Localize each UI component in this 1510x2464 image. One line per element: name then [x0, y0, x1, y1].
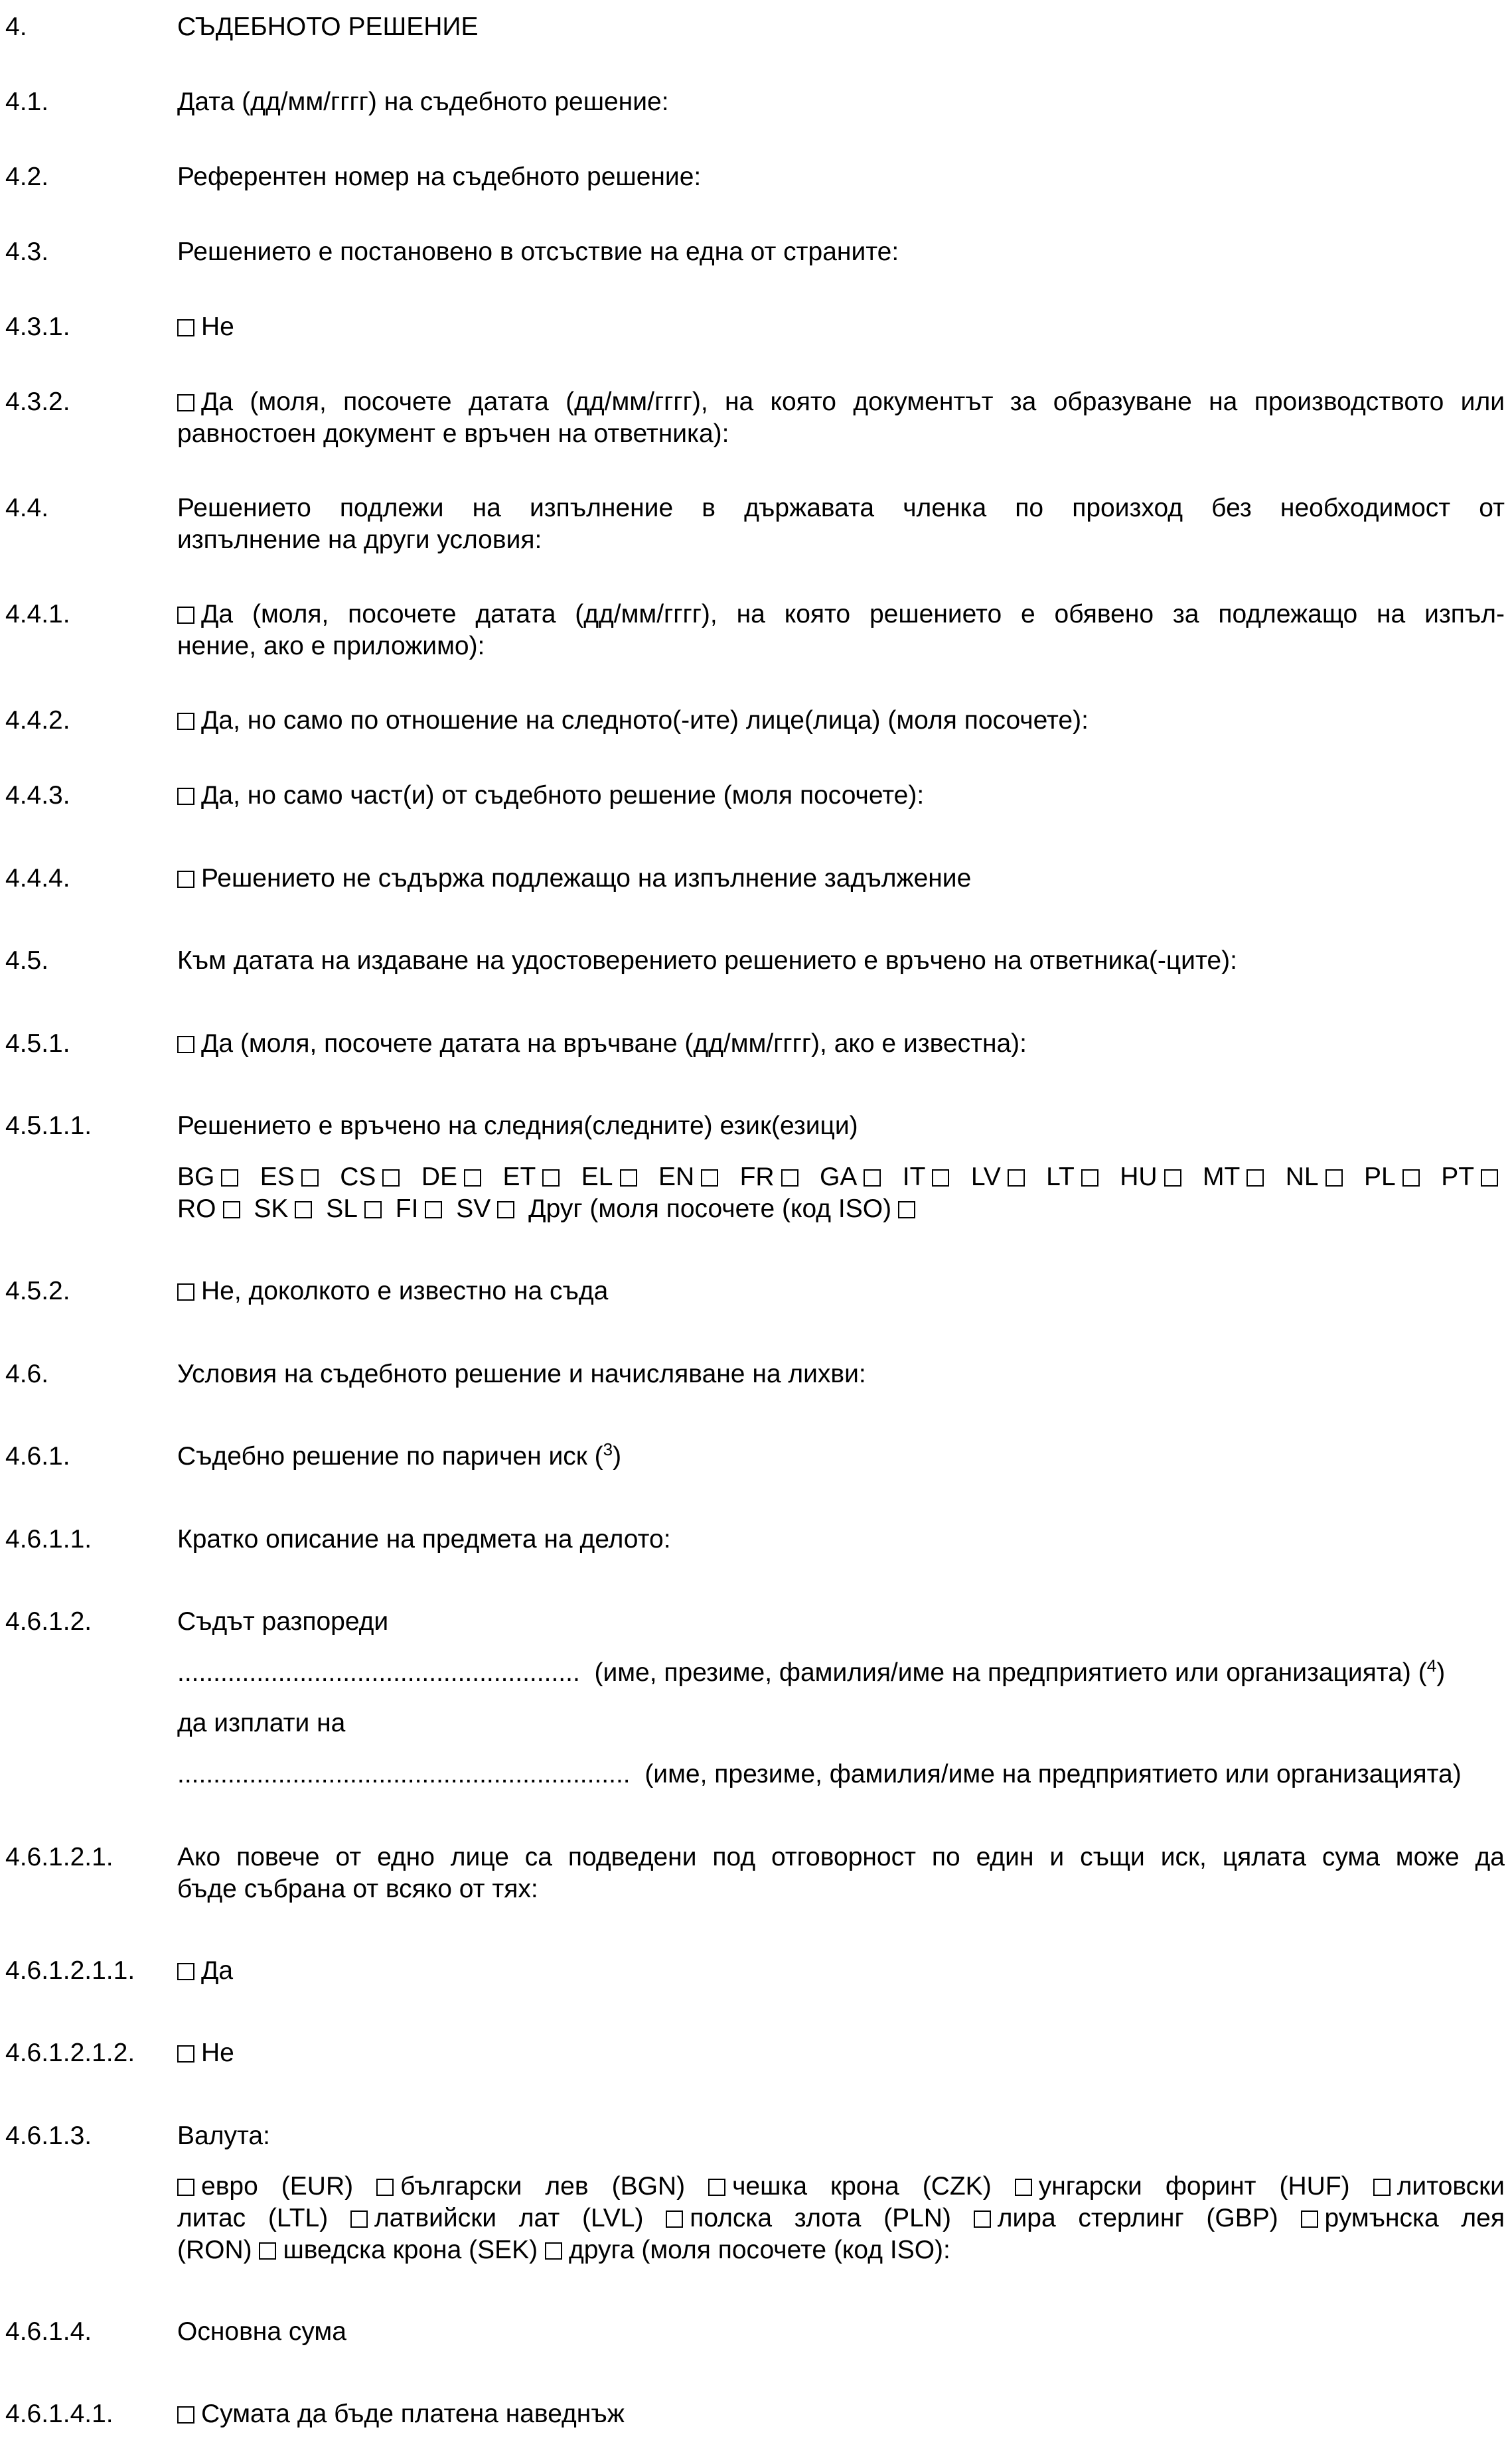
- language-code: PL: [1364, 1163, 1396, 1191]
- checkbox[interactable]: [542, 1169, 560, 1187]
- item-number: 4.4.: [5, 494, 49, 522]
- checkbox[interactable]: [295, 1201, 312, 1218]
- item-text-line-2: равностоен документ е връчен на ответника):: [177, 419, 729, 448]
- language-code: DE: [421, 1163, 458, 1191]
- item-text-line-2: нение, ако е приложимо):: [177, 632, 485, 660]
- item-text: Не: [201, 2039, 234, 2067]
- item-number: 4.6.1.4.1.: [5, 2400, 113, 2428]
- item-number: 4.6.1.2.1.2.: [5, 2039, 135, 2067]
- currency-text: лира стерлинг (GBP): [997, 2204, 1278, 2232]
- item-text-line-1: Да (моля, посочете датата (дд/мм/гггг), на която документът за образуване на производството или: [201, 388, 1505, 416]
- item-text: Съдебно решение по паричен иск (: [177, 1442, 603, 1471]
- checkbox[interactable]: [666, 2210, 683, 2228]
- checkbox[interactable]: [1373, 2179, 1391, 2196]
- checkbox[interactable]: [259, 2242, 276, 2260]
- debtor-label-end: ): [1436, 1658, 1446, 1687]
- checkbox[interactable]: [497, 1201, 514, 1218]
- checkbox[interactable]: [177, 713, 194, 730]
- checkbox[interactable]: [708, 2179, 725, 2196]
- item-number: 4.4.4.: [5, 864, 70, 893]
- checkbox[interactable]: [177, 2179, 194, 2196]
- currency-text: полска злота (PLN): [690, 2204, 951, 2232]
- footnote-ref[interactable]: 4: [1426, 1656, 1437, 1676]
- currency-text: латвийски лат (LVL): [374, 2204, 644, 2232]
- item-text: Валута:: [177, 2122, 270, 2150]
- currency-line-3: [177, 2234, 1505, 2266]
- language-code: ES: [260, 1163, 295, 1191]
- language-code: SV: [456, 1195, 491, 1223]
- item-text: Да, но само част(и) от съдебното решение (моля посочете):: [201, 781, 925, 810]
- language-code: PT: [1441, 1163, 1475, 1191]
- item-text-end: ): [613, 1442, 622, 1471]
- checkbox[interactable]: [1402, 1169, 1420, 1187]
- item-number: 4.4.3.: [5, 781, 70, 810]
- currency-text: шведска крона (SEK): [283, 2236, 538, 2264]
- checkbox[interactable]: [177, 394, 194, 411]
- language-code: EL: [581, 1163, 613, 1191]
- checkbox[interactable]: [177, 1283, 194, 1301]
- checkbox[interactable]: [1301, 2210, 1318, 2228]
- checkbox[interactable]: [177, 607, 194, 624]
- item-number: 4.6.: [5, 1360, 49, 1388]
- language-code: NL: [1285, 1163, 1319, 1191]
- debtor-label: (име, презиме, фамилия/име на предприятието или организацията) (: [594, 1658, 1427, 1687]
- item-number: 4.6.1.3.: [5, 2122, 92, 2150]
- language-line-1: [177, 1161, 1505, 1193]
- language-code: SK: [254, 1195, 289, 1223]
- checkbox[interactable]: [1164, 1169, 1181, 1187]
- checkbox[interactable]: [974, 2210, 991, 2228]
- checkbox[interactable]: [1081, 1169, 1098, 1187]
- item-text: Съдът разпореди: [177, 1607, 389, 1636]
- creditor-blank[interactable]: ...............................................................: [177, 1760, 631, 1788]
- checkbox[interactable]: [177, 1036, 194, 1053]
- section-number: 4.: [5, 13, 27, 41]
- item-number: 4.4.2.: [5, 706, 70, 735]
- item-number: 4.6.1.2.1.: [5, 1843, 113, 1871]
- language-code: EN: [658, 1163, 695, 1191]
- language-code: FR: [739, 1163, 775, 1191]
- item-text: Сумата да бъде платена наведнъж: [201, 2400, 625, 2428]
- item-number: 4.5.: [5, 946, 49, 975]
- item-text: Да: [201, 1956, 234, 1985]
- checkbox[interactable]: [781, 1169, 798, 1187]
- item-number: 4.4.1.: [5, 600, 70, 628]
- item-number: 4.3.1.: [5, 313, 70, 341]
- pay-to-text: да изплати на: [177, 1709, 346, 1737]
- checkbox[interactable]: [177, 319, 194, 336]
- item-text: Да, но само по отношение на следното(-ите) лице(лица) (моля посочете):: [201, 706, 1089, 735]
- checkbox[interactable]: [620, 1169, 637, 1187]
- item-text: Решението е постановено в отсъствие на една от страните:: [177, 238, 899, 266]
- item-number: 4.3.: [5, 238, 49, 266]
- item-number: 4.1.: [5, 88, 49, 116]
- language-code: LV: [970, 1163, 1001, 1191]
- item-number: 4.5.1.1.: [5, 1112, 92, 1140]
- language-code: IT: [902, 1163, 926, 1191]
- item-text: Дата (дд/мм/гггг) на съдебното решение:: [177, 88, 669, 116]
- item-number: 4.5.2.: [5, 1277, 70, 1305]
- currency-text: (RON): [177, 2236, 252, 2264]
- item-text: Основна сума: [177, 2317, 346, 2346]
- item-text-line-2: изпълнение на други условия:: [177, 526, 542, 554]
- currency-line-2: [177, 2203, 1505, 2234]
- checkbox[interactable]: [364, 1201, 382, 1218]
- language-code: FI: [395, 1195, 419, 1223]
- item-text-line-2: бъде събрана от всяко от тях:: [177, 1875, 538, 1903]
- currency-text: литас (LTL): [177, 2204, 329, 2232]
- checkbox[interactable]: [701, 1169, 718, 1187]
- checkbox[interactable]: [464, 1169, 481, 1187]
- section-title: СЪДЕБНОТО РЕШЕНИЕ: [177, 13, 479, 41]
- item-number: 4.5.1.: [5, 1029, 70, 1058]
- checkbox[interactable]: [221, 1169, 238, 1187]
- currency-text: български лев (BGN): [400, 2172, 686, 2201]
- item-text: Условия на съдебното решение и начисляване на лихви:: [177, 1360, 866, 1388]
- language-code: MT: [1203, 1163, 1241, 1191]
- language-code: CS: [340, 1163, 376, 1191]
- item-text: Решението е връчено на следния(следните) език(езици): [177, 1112, 858, 1140]
- item-text: Референтен номер на съдебното решение:: [177, 163, 702, 191]
- checkbox[interactable]: [545, 2242, 562, 2260]
- item-text-line-1: Ако повече от едно лице са подведени под отговорност по един и същи иск, цялата сума може да: [177, 1843, 1505, 1871]
- item-number: 4.2.: [5, 163, 49, 191]
- item-number: 4.6.1.1.: [5, 1525, 92, 1554]
- checkbox[interactable]: [177, 1963, 194, 1980]
- checkbox[interactable]: [1015, 2179, 1032, 2196]
- checkbox[interactable]: [177, 871, 194, 888]
- language-code: SL: [326, 1195, 358, 1223]
- checkbox[interactable]: [1246, 1169, 1264, 1187]
- checkbox[interactable]: [177, 788, 194, 805]
- checkbox[interactable]: [301, 1169, 319, 1187]
- language-line-2: [177, 1193, 1505, 1225]
- item-number: 4.3.2.: [5, 388, 70, 416]
- item-number: 4.6.1.2.1.1.: [5, 1956, 135, 1985]
- item-text-line-1: Да (моля, посочете датата (дд/мм/гггг), на която решението е обявено за подлежащо на изпъл-: [201, 600, 1505, 628]
- item-text: Към датата на издаване на удостоверението решението е връчено на ответника(-ците):: [177, 946, 1237, 975]
- checkbox[interactable]: [350, 2210, 368, 2228]
- checkbox[interactable]: [376, 2179, 394, 2196]
- checkbox[interactable]: [223, 1201, 240, 1218]
- currency-text: чешка крона (CZK): [732, 2172, 992, 2201]
- item-text: Не: [201, 313, 234, 341]
- currency-text: евро (EUR): [201, 2172, 354, 2201]
- item-text: Не, доколкото е известно на съда: [201, 1277, 609, 1305]
- checkbox[interactable]: [1008, 1169, 1025, 1187]
- checkbox[interactable]: [864, 1169, 881, 1187]
- item-number: 4.6.1.2.: [5, 1607, 92, 1636]
- currency-line-1: [177, 2171, 1505, 2203]
- creditor-label: (име, презиме, фамилия/име на предприятието или организацията): [644, 1760, 1462, 1788]
- currency-text: литовски: [1397, 2172, 1505, 2201]
- checkbox[interactable]: [425, 1201, 442, 1218]
- item-text: Кратко описание на предмета на делото:: [177, 1525, 671, 1554]
- checkbox[interactable]: [177, 2406, 194, 2424]
- item-text-line-1: Решението подлежи на изпълнение в държавата членка по произход без необходимост от: [177, 494, 1505, 522]
- language-code: RO: [177, 1195, 216, 1223]
- checkbox[interactable]: [177, 2045, 194, 2063]
- item-number: 4.6.1.: [5, 1442, 70, 1471]
- language-code: GA: [820, 1163, 858, 1191]
- language-code: ET: [502, 1163, 536, 1191]
- language-other-label: Друг (моля посочете (код ISO): [528, 1195, 892, 1223]
- checkbox[interactable]: [1481, 1169, 1498, 1187]
- language-code: LT: [1046, 1163, 1075, 1191]
- currency-text: друга (моля посочете (код ISO):: [568, 2236, 950, 2264]
- item-text: Решението не съдържа подлежащо на изпълнение задължение: [201, 864, 972, 893]
- checkbox[interactable]: [1325, 1169, 1343, 1187]
- currency-text: унгарски форинт (HUF): [1038, 2172, 1350, 2201]
- checkbox[interactable]: [898, 1201, 915, 1218]
- checkbox[interactable]: [382, 1169, 400, 1187]
- language-code: BG: [177, 1163, 215, 1191]
- footnote-ref[interactable]: 3: [603, 1439, 613, 1459]
- item-number: 4.6.1.4.: [5, 2317, 92, 2346]
- item-text: Да (моля, посочете датата на връчване (дд/мм/гггг), ако е известна):: [201, 1029, 1027, 1058]
- currency-text: румънска лея: [1324, 2204, 1505, 2232]
- debtor-blank[interactable]: ........................................................: [177, 1658, 580, 1687]
- checkbox[interactable]: [932, 1169, 949, 1187]
- language-code: HU: [1120, 1163, 1158, 1191]
